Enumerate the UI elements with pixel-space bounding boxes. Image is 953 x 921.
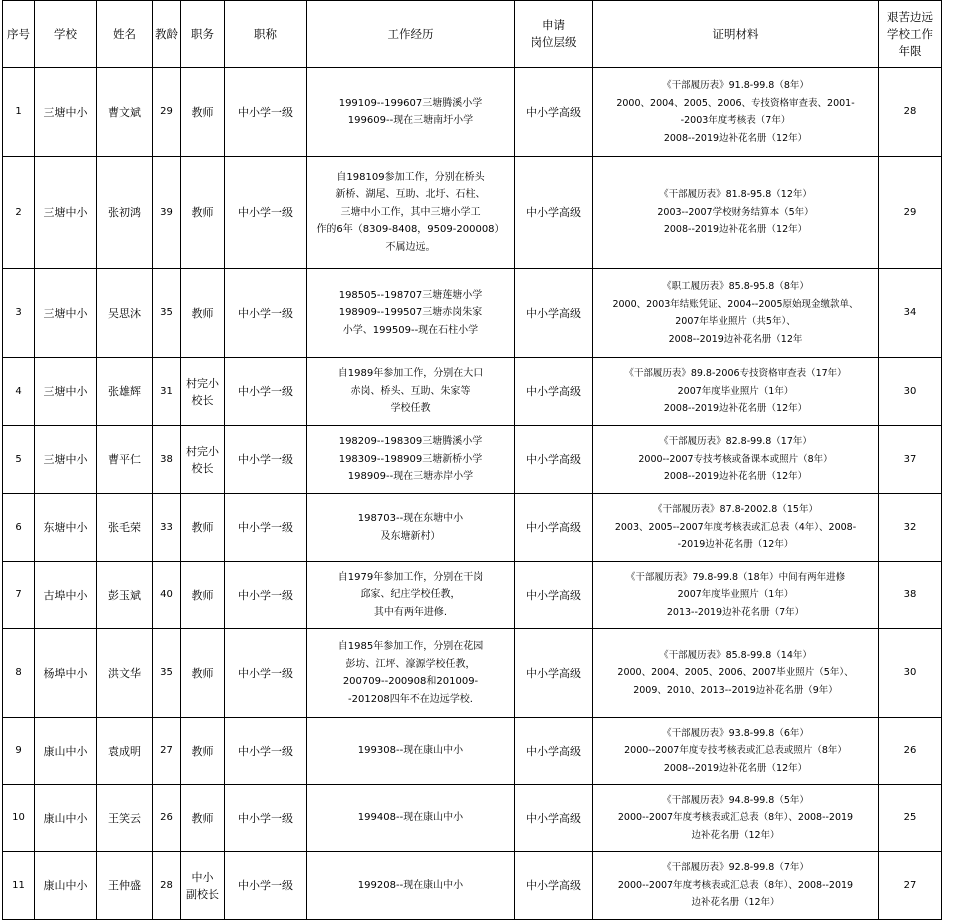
cell-evidence-line: 《干部履历表》85.8-99.8（14年） — [659, 649, 812, 661]
cell-experience — [307, 426, 515, 494]
cell-evidence-line: 2008--2019边补花名册（12年） — [663, 471, 808, 483]
cell-level-line: 中小学高级 — [526, 105, 581, 119]
application-table — [2, 0, 942, 920]
cell-school-line: 三塘中小 — [43, 206, 88, 219]
cell-remote-years-line: 30 — [903, 667, 917, 679]
cell-evidence — [593, 629, 879, 718]
table-row — [3, 629, 942, 718]
cell-years — [153, 494, 181, 562]
cell-remote-years — [879, 785, 942, 852]
cell-level — [515, 426, 593, 494]
cell-experience-line: 198505--198707三塘莲塘小学 — [338, 289, 483, 301]
header-remote-years — [879, 1, 942, 68]
cell-evidence-line: 《干部履历表》91.8-99.8（8年） — [662, 80, 809, 91]
cell-level — [515, 494, 593, 562]
cell-experience-line: 199109--199607三塘腾溪小学 — [338, 97, 483, 109]
cell-experience-line: 199208--现在康山中小 — [357, 879, 464, 891]
cell-remote-years — [879, 494, 942, 562]
cell-experience-line: 赤岗、桥头、互助、朱家等 — [350, 385, 471, 397]
cell-remote-years — [879, 157, 942, 269]
cell-remote-years — [879, 269, 942, 358]
cell-evidence-line: 2008--2019边补花名册（12年） — [663, 132, 808, 144]
cell-seq — [3, 269, 35, 358]
cell-duty — [181, 494, 225, 562]
cell-years — [153, 426, 181, 494]
cell-seq — [3, 629, 35, 718]
cell-years-line: 29 — [160, 106, 173, 118]
cell-school-line: 杨埠中小 — [43, 666, 88, 680]
cell-experience — [307, 562, 515, 629]
cell-school — [35, 269, 97, 358]
cell-name-line: 袁成明 — [108, 744, 141, 758]
cell-experience-line: 小学、199509--现在石柱小学 — [342, 324, 479, 336]
cell-level-line: 中小学高级 — [526, 666, 581, 680]
cell-school-line: 东塘中小 — [43, 521, 88, 534]
cell-level-line: 中小学高级 — [526, 306, 581, 320]
table-row — [3, 785, 942, 852]
cell-experience-line: 200709--200908和201009- — [342, 676, 479, 687]
cell-duty — [181, 426, 225, 494]
cell-name-line: 曹平仁 — [108, 453, 141, 466]
cell-experience-line: 其中有两年进修. — [373, 606, 448, 618]
cell-remote-years-line: 34 — [903, 307, 917, 319]
cell-evidence-line: 2000、2003年结账凭证、2004--2005原始现金缴款单、 — [612, 298, 859, 310]
cell-duty — [181, 269, 225, 358]
header-line: 申请 — [542, 18, 565, 32]
cell-level-line: 中小学高级 — [526, 453, 581, 466]
cell-duty-line: 教师 — [191, 306, 214, 320]
cell-evidence-line: -2003年度考核表（7年） — [680, 115, 791, 126]
cell-evidence-line: 《干部履历表》87.8-2002.8（15年） — [653, 504, 818, 516]
cell-years-line: 33 — [160, 521, 173, 533]
cell-evidence-line: 2008--2019边补花名册（12年） — [663, 403, 808, 415]
cell-remote-years — [879, 68, 942, 157]
cell-level-line: 中小学高级 — [526, 744, 581, 758]
cell-duty-line: 校长 — [191, 461, 214, 475]
cell-experience-line: 自198109参加工作，分别在桥头 — [336, 171, 485, 183]
cell-years — [153, 718, 181, 785]
cell-seq — [3, 852, 35, 920]
cell-experience-line: 及东塘新村） — [380, 530, 441, 542]
cell-name-line: 张初鸿 — [108, 206, 141, 219]
cell-duty — [181, 157, 225, 269]
cell-experience-line: 学校任教 — [390, 403, 431, 415]
cell-school-line: 古埠中小 — [43, 588, 88, 602]
cell-name-line: 彭玉斌 — [108, 588, 141, 602]
cell-experience — [307, 852, 515, 920]
cell-name-line: 张毛荣 — [108, 521, 141, 534]
cell-experience — [307, 269, 515, 358]
cell-experience-line: 199609--现在三塘南圩小学 — [347, 115, 474, 126]
header-line: 学校工作 — [887, 26, 933, 41]
header-school: 学校 — [35, 1, 97, 68]
cell-experience-line: 自1989年参加工作，分别在大口 — [337, 368, 484, 380]
cell-title-line: 中小学一级 — [238, 385, 293, 398]
cell-experience — [307, 68, 515, 157]
header-line: 艰苦边远 — [887, 9, 933, 24]
cell-experience — [307, 494, 515, 562]
cell-school-line: 康山中小 — [43, 811, 88, 825]
cell-school — [35, 426, 97, 494]
cell-seq — [3, 718, 35, 785]
cell-seq — [3, 157, 35, 269]
cell-remote-years-line: 38 — [903, 589, 917, 601]
cell-title — [225, 358, 307, 426]
cell-experience-line: 邱家、纪庄学校任教， — [360, 589, 461, 601]
cell-duty — [181, 718, 225, 785]
table-row — [3, 358, 942, 426]
cell-experience-line: 自1979年参加工作，分别在干岗 — [337, 571, 484, 583]
cell-name — [97, 785, 153, 852]
cell-title — [225, 562, 307, 629]
cell-school — [35, 494, 97, 562]
cell-evidence — [593, 718, 879, 785]
cell-name — [97, 718, 153, 785]
cell-evidence-line: 2003、2005--2007年度考核表或汇总表（4年）、2008- — [614, 521, 857, 533]
cell-seq — [3, 494, 35, 562]
cell-title-line: 中小学一级 — [238, 453, 293, 466]
cell-school-line: 康山中小 — [43, 879, 88, 892]
cell-years — [153, 852, 181, 920]
cell-seq-line: 4 — [15, 385, 22, 397]
cell-school — [35, 68, 97, 157]
cell-remote-years-line: 32 — [903, 521, 917, 533]
cell-level — [515, 269, 593, 358]
header-name: 姓名 — [97, 1, 153, 68]
cell-remote-years-line: 27 — [903, 879, 917, 891]
cell-evidence-line: 《干部履历表》89.8-2006专技资格审查表（17年） — [624, 368, 847, 380]
cell-remote-years — [879, 852, 942, 920]
cell-school — [35, 157, 97, 269]
cell-experience-line: 199408--现在康山中小 — [357, 812, 464, 824]
cell-name-line: 洪文华 — [108, 666, 141, 680]
header-evidence: 证明材料 — [593, 1, 879, 68]
cell-experience — [307, 718, 515, 785]
header-duty: 职务 — [181, 1, 225, 68]
table-row — [3, 269, 942, 358]
cell-title — [225, 68, 307, 157]
cell-evidence-line: 2013--2019边补花名册（7年） — [666, 606, 805, 618]
cell-title — [225, 494, 307, 562]
cell-experience-line: 198703--现在东塘中小 — [357, 513, 464, 524]
cell-remote-years-line: 25 — [903, 812, 917, 824]
cell-evidence-line: 2007年度毕业照片（1年） — [677, 385, 794, 397]
cell-title — [225, 785, 307, 852]
header-seq: 序号 — [3, 1, 35, 68]
cell-level-line: 中小学高级 — [526, 385, 581, 398]
cell-evidence-line: 《干部履历表》81.8-95.8（12年） — [659, 189, 812, 201]
cell-level — [515, 629, 593, 718]
cell-evidence-line: 2008--2019边补花名册（12年） — [663, 762, 808, 774]
cell-remote-years-line: 28 — [903, 106, 917, 118]
table-row — [3, 562, 942, 629]
cell-remote-years-line: 37 — [903, 453, 917, 465]
cell-duty — [181, 785, 225, 852]
cell-name-line: 曹文斌 — [108, 105, 141, 119]
cell-seq — [3, 358, 35, 426]
cell-evidence-line: 《干部履历表》94.8-99.8（5年） — [662, 794, 809, 806]
cell-experience — [307, 785, 515, 852]
cell-seq — [3, 785, 35, 852]
cell-name — [97, 494, 153, 562]
cell-remote-years — [879, 718, 942, 785]
cell-school — [35, 785, 97, 852]
cell-seq-line: 1 — [15, 106, 22, 118]
cell-experience-line: 自1985年参加工作，分别在花园 — [337, 641, 484, 652]
cell-level-line: 中小学高级 — [526, 521, 581, 534]
cell-level-line: 中小学高级 — [526, 879, 581, 892]
cell-remote-years — [879, 358, 942, 426]
cell-duty-line: 教师 — [191, 105, 214, 119]
cell-evidence-line: 边补花名册（12年） — [691, 897, 780, 909]
cell-remote-years-line: 30 — [903, 385, 917, 397]
cell-evidence-line: 2000--2007年度考核表或汇总表（8年）、2008--2019 — [617, 879, 854, 891]
header-level — [515, 1, 593, 68]
cell-title — [225, 157, 307, 269]
cell-evidence — [593, 562, 879, 629]
cell-years — [153, 68, 181, 157]
cell-level — [515, 157, 593, 269]
table-row — [3, 494, 942, 562]
cell-level — [515, 68, 593, 157]
cell-name — [97, 68, 153, 157]
cell-seq-line: 5 — [15, 453, 22, 465]
cell-experience — [307, 629, 515, 718]
cell-evidence — [593, 426, 879, 494]
cell-years-line: 38 — [160, 453, 173, 465]
cell-evidence-line: -2019边补花名册（12年） — [677, 539, 794, 551]
cell-school — [35, 562, 97, 629]
cell-school-line: 三塘中小 — [43, 105, 88, 119]
cell-evidence — [593, 494, 879, 562]
cell-level — [515, 562, 593, 629]
cell-remote-years — [879, 426, 942, 494]
cell-title-line: 中小学一级 — [238, 744, 293, 758]
header-line: 年限 — [898, 43, 922, 58]
cell-years-line: 31 — [160, 385, 173, 397]
cell-years — [153, 785, 181, 852]
cell-evidence-line: 《职工履历表》85.8-95.8（8年） — [662, 281, 809, 292]
cell-title — [225, 718, 307, 785]
cell-duty-line: 教师 — [191, 206, 214, 219]
cell-name — [97, 629, 153, 718]
cell-duty-line: 教师 — [191, 744, 214, 758]
cell-years-line: 40 — [160, 589, 173, 601]
cell-evidence-line: 边补花名册（12年） — [691, 829, 780, 841]
cell-seq-line: 7 — [15, 589, 22, 601]
cell-years-line: 26 — [160, 812, 173, 824]
cell-experience-line: 199308--现在康山中小 — [357, 745, 464, 757]
cell-evidence-line: 《干部履历表》93.8-99.8（6年） — [662, 727, 809, 739]
cell-experience-line: 作的6年（8309-8408，9509-200008） — [316, 224, 505, 236]
cell-evidence-line: 《干部履历表》82.8-99.8（17年） — [659, 436, 812, 448]
cell-duty-line: 中小 — [191, 870, 214, 884]
cell-evidence-line: 2007年毕业照片（共5年）、 — [675, 316, 796, 327]
cell-evidence — [593, 157, 879, 269]
cell-experience — [307, 358, 515, 426]
cell-seq — [3, 562, 35, 629]
cell-experience-line: -201208四年不在边远学校. — [348, 693, 473, 705]
cell-remote-years — [879, 629, 942, 718]
cell-school-line: 三塘中小 — [43, 453, 88, 466]
table-row — [3, 852, 942, 920]
cell-name — [97, 852, 153, 920]
cell-experience-line: 三塘中小工作，其中三塘小学工 — [340, 206, 481, 218]
cell-evidence-line: 《干部履历表》92.8-99.8（7年） — [662, 862, 809, 874]
cell-title-line: 中小学一级 — [238, 879, 293, 892]
cell-school-line: 三塘中小 — [43, 306, 88, 320]
cell-title-line: 中小学一级 — [238, 666, 293, 680]
cell-evidence-line: 2008--2019边补花名册（12年） — [663, 224, 808, 236]
cell-years — [153, 157, 181, 269]
header-experience: 工作经历 — [307, 1, 515, 68]
cell-experience — [307, 157, 515, 269]
cell-title-line: 中小学一级 — [238, 588, 293, 602]
cell-title-line: 中小学一级 — [238, 206, 293, 219]
header-row — [3, 1, 942, 68]
cell-evidence — [593, 358, 879, 426]
cell-years — [153, 358, 181, 426]
cell-title — [225, 269, 307, 358]
cell-duty — [181, 852, 225, 920]
cell-title-line: 中小学一级 — [238, 521, 293, 534]
header-title: 职称 — [225, 1, 307, 68]
table-row — [3, 718, 942, 785]
cell-evidence-line: 2000--2007年度专技考核表或汇总表或照片（8年） — [624, 745, 847, 757]
cell-school — [35, 718, 97, 785]
cell-evidence-line: 2000、2004、2005、2006、专技资格审查表、2001- — [616, 97, 855, 109]
cell-experience-line: 不属边远。 — [385, 241, 436, 253]
cell-duty-line: 教师 — [191, 521, 214, 534]
table-row — [3, 426, 942, 494]
cell-title — [225, 426, 307, 494]
cell-evidence-line: 2000--2007专技考核或备课本或照片（8年） — [638, 453, 833, 465]
cell-duty-line: 副校长 — [186, 887, 219, 901]
cell-duty-line: 教师 — [191, 588, 214, 602]
cell-experience-line: 198309--198909三塘新桥小学 — [338, 453, 483, 465]
cell-experience-line: 198909--现在三塘赤岸小学 — [347, 471, 474, 483]
cell-school-line: 康山中小 — [43, 744, 88, 758]
cell-school — [35, 852, 97, 920]
cell-school — [35, 629, 97, 718]
header-years: 教龄 — [153, 1, 181, 68]
cell-seq — [3, 68, 35, 157]
cell-title-line: 中小学一级 — [238, 105, 293, 119]
cell-experience-line: 新桥、湖尾、互助、北圩、石柱、 — [335, 189, 486, 201]
table-row — [3, 157, 942, 269]
cell-seq-line: 6 — [15, 521, 22, 533]
cell-seq-line: 9 — [15, 745, 22, 757]
cell-name-line: 张雄辉 — [108, 385, 141, 398]
cell-title-line: 中小学一级 — [238, 306, 293, 320]
cell-level — [515, 718, 593, 785]
cell-evidence-line: 2003--2007学校财务结算本（5年） — [657, 206, 814, 218]
cell-duty — [181, 562, 225, 629]
cell-seq-line: 2 — [15, 206, 22, 218]
header-line: 岗位层级 — [530, 35, 577, 49]
cell-duty — [181, 68, 225, 157]
cell-name — [97, 358, 153, 426]
cell-name — [97, 562, 153, 629]
cell-level-line: 中小学高级 — [526, 588, 581, 602]
cell-duty — [181, 629, 225, 718]
cell-remote-years-line: 29 — [903, 206, 917, 218]
cell-name — [97, 157, 153, 269]
cell-evidence-line: 2000--2007年度考核表或汇总表（8年）、2008--2019 — [617, 812, 854, 824]
cell-name-line: 吴思沐 — [108, 306, 141, 320]
cell-experience-line: 198209--198309三塘腾溪小学 — [338, 436, 483, 448]
cell-title-line: 中小学一级 — [238, 811, 293, 825]
cell-level-line: 中小学高级 — [526, 811, 581, 825]
cell-experience-line: 彭坊、江坪、濠源学校任教， — [345, 658, 476, 670]
cell-name-line: 王仲盛 — [108, 879, 141, 892]
cell-seq-line: 10 — [12, 812, 25, 824]
cell-years-line: 35 — [160, 307, 173, 319]
cell-duty-line: 教师 — [191, 666, 214, 680]
cell-years-line: 35 — [160, 667, 173, 679]
cell-evidence-line: 《干部履历表》79.8-99.8（18年）中间有两年进修 — [625, 571, 846, 583]
cell-level — [515, 358, 593, 426]
cell-name — [97, 269, 153, 358]
cell-school — [35, 358, 97, 426]
cell-years-line: 27 — [160, 745, 173, 757]
cell-name — [97, 426, 153, 494]
cell-duty — [181, 358, 225, 426]
cell-seq-line: 8 — [15, 667, 22, 679]
cell-evidence-line: 2009、2010、2013--2019边补花名册（9年） — [633, 684, 838, 696]
cell-duty-line: 村完小 — [186, 444, 219, 458]
cell-evidence-line: 2000、2004、2005、2006、2007毕业照片（5年）、 — [617, 667, 854, 679]
cell-years — [153, 629, 181, 718]
cell-remote-years-line: 26 — [903, 745, 917, 757]
cell-years — [153, 269, 181, 358]
cell-level — [515, 785, 593, 852]
cell-evidence — [593, 68, 879, 157]
cell-school-line: 三塘中小 — [43, 385, 88, 398]
cell-evidence-line: 2008--2019边补花名册（12年 — [668, 333, 803, 345]
cell-evidence — [593, 269, 879, 358]
cell-level — [515, 852, 593, 920]
cell-title — [225, 629, 307, 718]
cell-duty-line: 村完小 — [186, 376, 219, 390]
cell-evidence — [593, 785, 879, 852]
cell-seq-line: 3 — [15, 307, 22, 319]
cell-level-line: 中小学高级 — [526, 206, 581, 219]
table-row — [3, 68, 942, 157]
cell-experience-line: 198909--199507三塘赤岗朱家 — [338, 307, 483, 319]
cell-years — [153, 562, 181, 629]
cell-title — [225, 852, 307, 920]
cell-seq — [3, 426, 35, 494]
cell-evidence — [593, 852, 879, 920]
cell-duty-line: 教师 — [191, 811, 214, 825]
cell-years-line: 28 — [160, 879, 173, 891]
cell-seq-line: 11 — [12, 879, 25, 891]
cell-years-line: 39 — [160, 206, 173, 218]
cell-name-line: 王笑云 — [108, 811, 141, 825]
cell-duty-line: 校长 — [191, 393, 214, 407]
cell-evidence-line: 2007年度毕业照片（1年） — [677, 589, 794, 601]
cell-remote-years — [879, 562, 942, 629]
